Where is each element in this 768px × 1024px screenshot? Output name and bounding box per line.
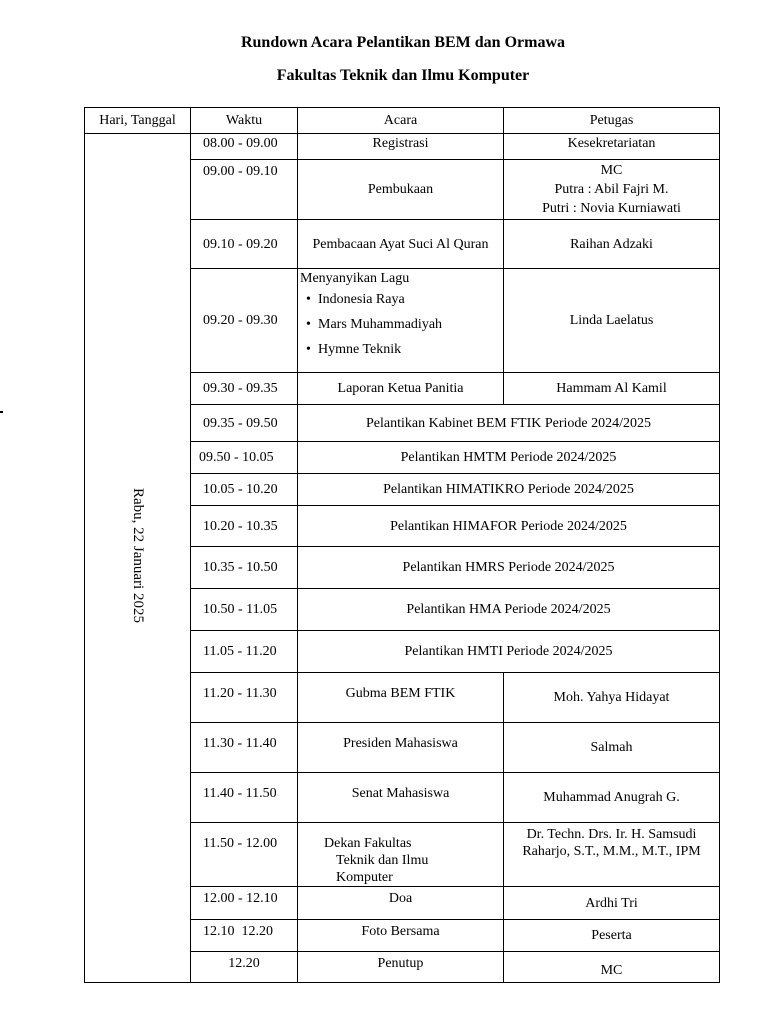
- event-title: Menyanyikan Lagu: [300, 271, 410, 286]
- event-line: Teknik dan Ilmu: [336, 853, 429, 868]
- officer-cell: Peserta: [504, 920, 720, 952]
- time-cell: 10.20 - 10.35: [191, 506, 298, 547]
- officer-cell: Muhammad Anugrah G.: [504, 773, 720, 823]
- day-date: Rabu, 22 Januari 2025: [130, 488, 146, 623]
- time-cell: 09.30 - 09.35: [191, 373, 298, 405]
- event-cell: Pelantikan HIMAFOR Periode 2024/2025: [298, 506, 720, 547]
- event-cell: Laporan Ketua Panitia: [298, 373, 504, 405]
- time-cell: 10.05 - 10.20: [191, 474, 298, 506]
- event-cell: [298, 269, 504, 373]
- header-event: Acara: [298, 108, 504, 134]
- officer-cell: Ardhi Tri: [504, 887, 720, 920]
- event-cell: Pelantikan HMTI Periode 2024/2025: [298, 631, 720, 673]
- officer-cell: Raihan Adzaki: [504, 220, 720, 269]
- event-cell: Pelantikan HMA Periode 2024/2025: [298, 589, 720, 631]
- event-cell: Penutup: [298, 952, 504, 983]
- event-cell: Presiden Mahasiswa: [298, 723, 504, 773]
- event-cell: Pelantikan HMRS Periode 2024/2025: [298, 547, 720, 589]
- officer-cell: MC: [504, 952, 720, 983]
- event-cell: Gubma BEM FTIK: [298, 673, 504, 723]
- event-cell: Registrasi: [298, 134, 504, 160]
- header-time: Waktu: [191, 108, 298, 134]
- event-line: Dekan Fakultas: [324, 836, 412, 851]
- stray-mark: [0, 411, 3, 413]
- time-cell: 11.50 - 12.00: [191, 823, 298, 887]
- event-cell: Senat Mahasiswa: [298, 773, 504, 823]
- list-item: • Indonesia Raya: [300, 287, 501, 312]
- event-cell: Pembacaan Ayat Suci Al Quran: [298, 220, 504, 269]
- time-cell: 10.50 - 11.05: [191, 589, 298, 631]
- table-header-row: [85, 108, 720, 134]
- time-cell: 11.40 - 11.50: [191, 773, 298, 823]
- officer-line: Putri : Novia Kurniawati: [542, 201, 681, 216]
- event-cell: Pelantikan HMTM Periode 2024/2025: [298, 442, 720, 474]
- officer-cell: Hammam Al Kamil: [504, 373, 720, 405]
- officer-cell: Kesekretariatan: [504, 134, 720, 160]
- officer-cell: [504, 160, 720, 220]
- time-cell: 11.30 - 11.40: [191, 723, 298, 773]
- header-day: Hari, Tanggal: [85, 108, 191, 134]
- time-cell: 09.10 - 09.20: [191, 220, 298, 269]
- time-cell: 08.00 - 09.00: [191, 134, 298, 160]
- time-cell: 09.00 - 09.10: [191, 160, 298, 220]
- list-item: • Hymne Teknik: [300, 337, 501, 362]
- event-cell: [298, 823, 504, 887]
- table-row: [85, 134, 720, 160]
- event-cell: Foto Bersama: [298, 920, 504, 952]
- rundown-table: [84, 107, 720, 983]
- time-cell: 10.35 - 10.50: [191, 547, 298, 589]
- song-list: [300, 287, 501, 362]
- document-title: Rundown Acara Pelantikan BEM dan Ormawa: [240, 34, 566, 51]
- event-line: Komputer: [336, 870, 393, 885]
- officer-line: MC: [600, 163, 623, 178]
- time-cell: 09.20 - 09.30: [191, 269, 298, 373]
- officer-line: Putra : Abil Fajri M.: [554, 182, 669, 197]
- list-item: • Mars Muhammadiyah: [300, 312, 501, 337]
- time-cell: 09.35 - 09.50: [191, 405, 298, 442]
- day-cell: [85, 134, 191, 983]
- time-cell: 12.00 - 12.10: [191, 887, 298, 920]
- time-cell: 12.10 12.20: [191, 920, 298, 952]
- time-cell: 12.20: [191, 952, 298, 983]
- document-subtitle: Fakultas Teknik dan Ilmu Komputer: [276, 67, 530, 84]
- officer-cell: Moh. Yahya Hidayat: [504, 673, 720, 723]
- time-cell: 11.20 - 11.30: [191, 673, 298, 723]
- time-cell: 09.50 - 10.05: [191, 442, 298, 474]
- time-cell: 11.05 - 11.20: [191, 631, 298, 673]
- event-cell: Pelantikan HIMATIKRO Periode 2024/2025: [298, 474, 720, 506]
- header-officer: Petugas: [504, 108, 720, 134]
- officer-cell: Linda Laelatus: [504, 269, 720, 373]
- officer-cell: Dr. Techn. Drs. Ir. H. Samsudi Raharjo, S.T., M.M., M.T., IPM: [504, 823, 720, 887]
- event-cell: Doa: [298, 887, 504, 920]
- event-cell: Pelantikan Kabinet BEM FTIK Periode 2024/2025: [298, 405, 720, 442]
- event-cell: Pembukaan: [298, 160, 504, 220]
- officer-cell: Salmah: [504, 723, 720, 773]
